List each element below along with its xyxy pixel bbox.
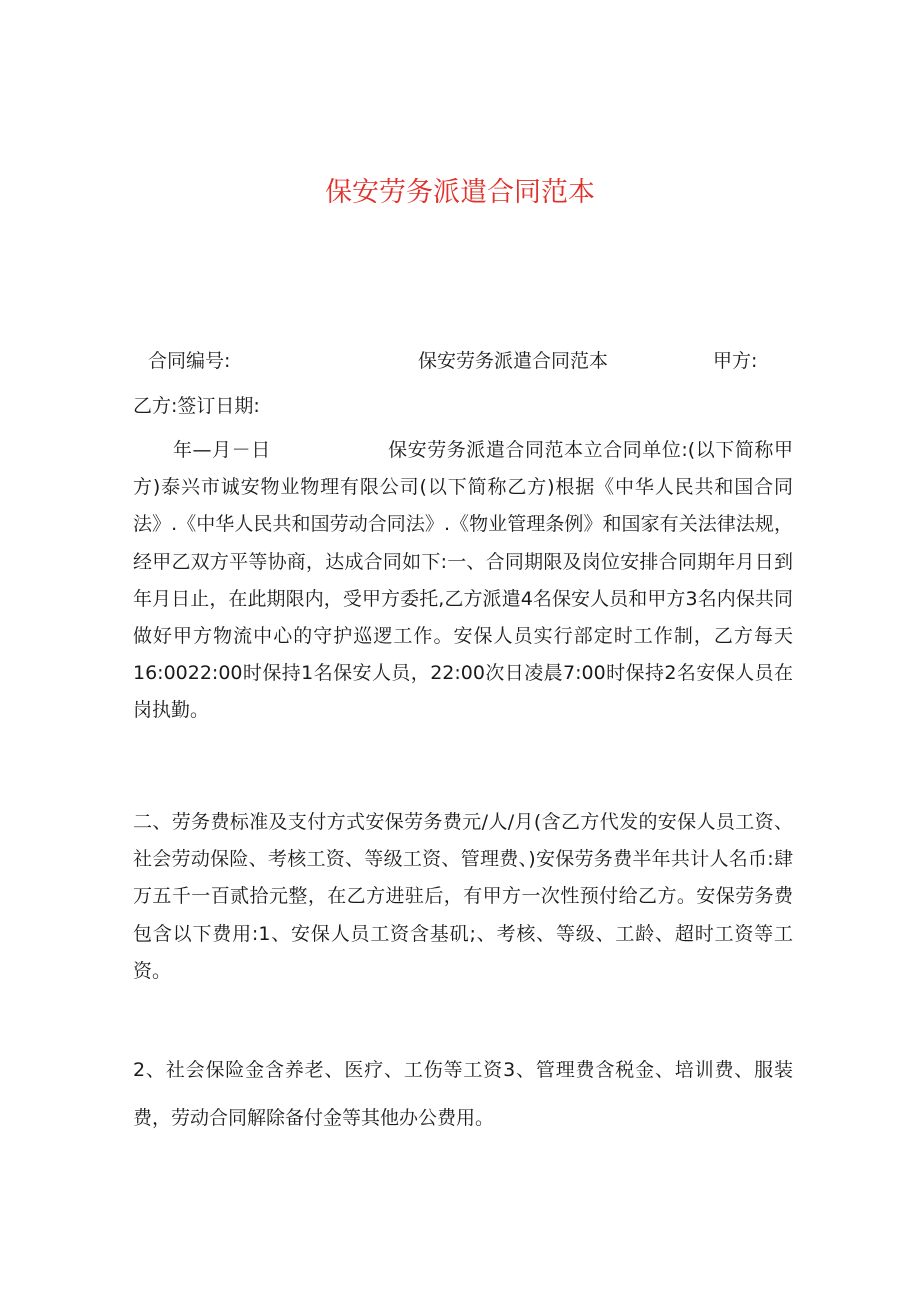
contract-header-line	[148, 346, 773, 374]
paragraph-contract-terms: 年—月－日 保安劳务派遣合同范本立合同单位:(以下简称甲方)泰兴市诚安物业物理有限公司(以下简称乙方)根据《中华人民共和国合同法》.《中华人民共和国劳动合同法》.《物业管理条例》和国家有关法律法规，经甲乙双方平等协商，达成合同如下:一、合同期限及岗位安排合同期年月日到年月日止，在此期限内，受甲方委托,乙方派遣4名保安人员和甲方3名内保共同做好甲方物流中心的守护巡逻工作。安保人员实行部定时工作制，乙方每天16:0022:00时保持1名保安人员，22:00次日凌晨7:00时保持2名安保人员在岗执勤。	[133, 439, 793, 722]
document-title: 保安劳务派遣合同范本	[325, 177, 595, 208]
party-a-label: 甲方:	[713, 350, 758, 372]
paragraph-insurance-management: 2、社会保险金含养老、医疗、工伤等工资3、管理费含税金、培训费、服装费，劳动合同解除备付金等其他办公费用。	[133, 1059, 793, 1129]
paragraph-service-fee: 二、劳务费标准及支付方式安保劳务费元/人/月(含乙方代发的安保人员工资、社会劳动保险、考核工资、等级工资、管理费、)安保劳务费半年共计人名币:肆万五千一百贰拾元整，在乙方进驻后，有甲方一次性预付给乙方。安保劳务费包含以下费用:1、安保人员工资含基矶;、考核、等级、工龄、超时工资等工资。	[133, 811, 793, 982]
party-b-sign-date-line: 乙方:签订日期:	[133, 395, 260, 417]
contract-number-label: 合同编号:	[148, 350, 231, 372]
contract-name: 保安劳务派遣合同范本	[418, 350, 609, 372]
